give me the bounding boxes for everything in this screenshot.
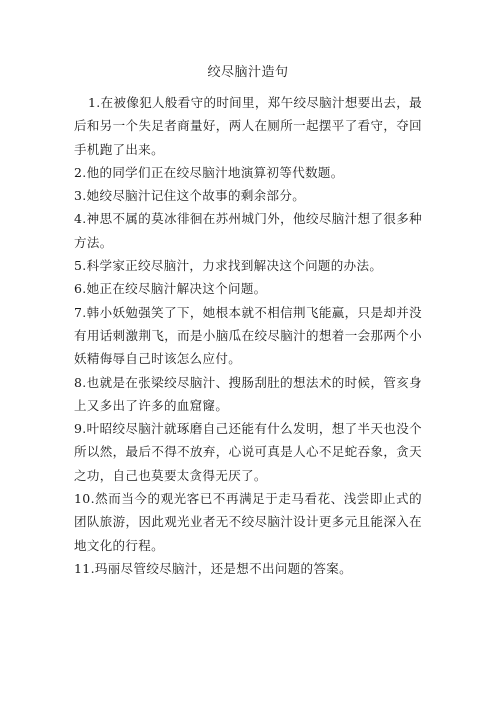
sentence-7: 7.韩小妖勉强笑了下，她根本就不相信荆飞能赢，只是却并没有用话刺激荆飞，而是小脑瓜在绞尽脑汁的想着一会那两个小妖精侮辱自己时该怎么应付。 [74,304,422,367]
sentence-6: 6.她正在绞尽脑汁解决这个问题。 [74,281,267,297]
sentence-8: 8.也就是在张梁绞尽脑汁、搜肠刮肚的想法术的时候，管亥身上又多出了许多的血窟窿。 [74,374,422,413]
document-title: 绞尽脑汁造句 [207,65,289,80]
sentence-1: 1.在被像犯人般看守的时间里，郑午绞尽脑汁想要出去，最后和另一个失足者商量好，两人在厕所一起摆平了看守，夺回手机跑了出来。 [74,95,422,157]
sentence-5: 5.科学家正绞尽脑汁，力求找到解决这个问题的办法。 [74,258,383,274]
sentence-11: 11.玛丽尽管绞尽脑汁，还是想不出问题的答案。 [74,560,352,576]
sentence-9: 9.叶昭绞尽脑汁就琢磨自己还能有什么发明，想了半天也没个所以然，最后不得不放弃，心说可真是人心不足蛇吞象，贪天之功，自己也莫要太贪得无厌了。 [74,421,422,483]
sentence-4: 4.神思不属的莫冰徘徊在苏州城门外，他绞尽脑汁想了很多种方法。 [74,211,422,250]
sentence-3: 3.她绞尽脑汁记住这个故事的剩余部分。 [74,188,306,204]
document-body [74,91,422,580]
sentence-10: 10.然而当今的观光客已不再满足于走马看花、浅尝即止式的团队旅游，因此观光业者无不绞尽脑汁设计更多元且能深入在地文化的行程。 [74,491,422,553]
sentence-2: 2.他的同学们正在绞尽脑汁地演算初等代数题。 [74,164,344,180]
